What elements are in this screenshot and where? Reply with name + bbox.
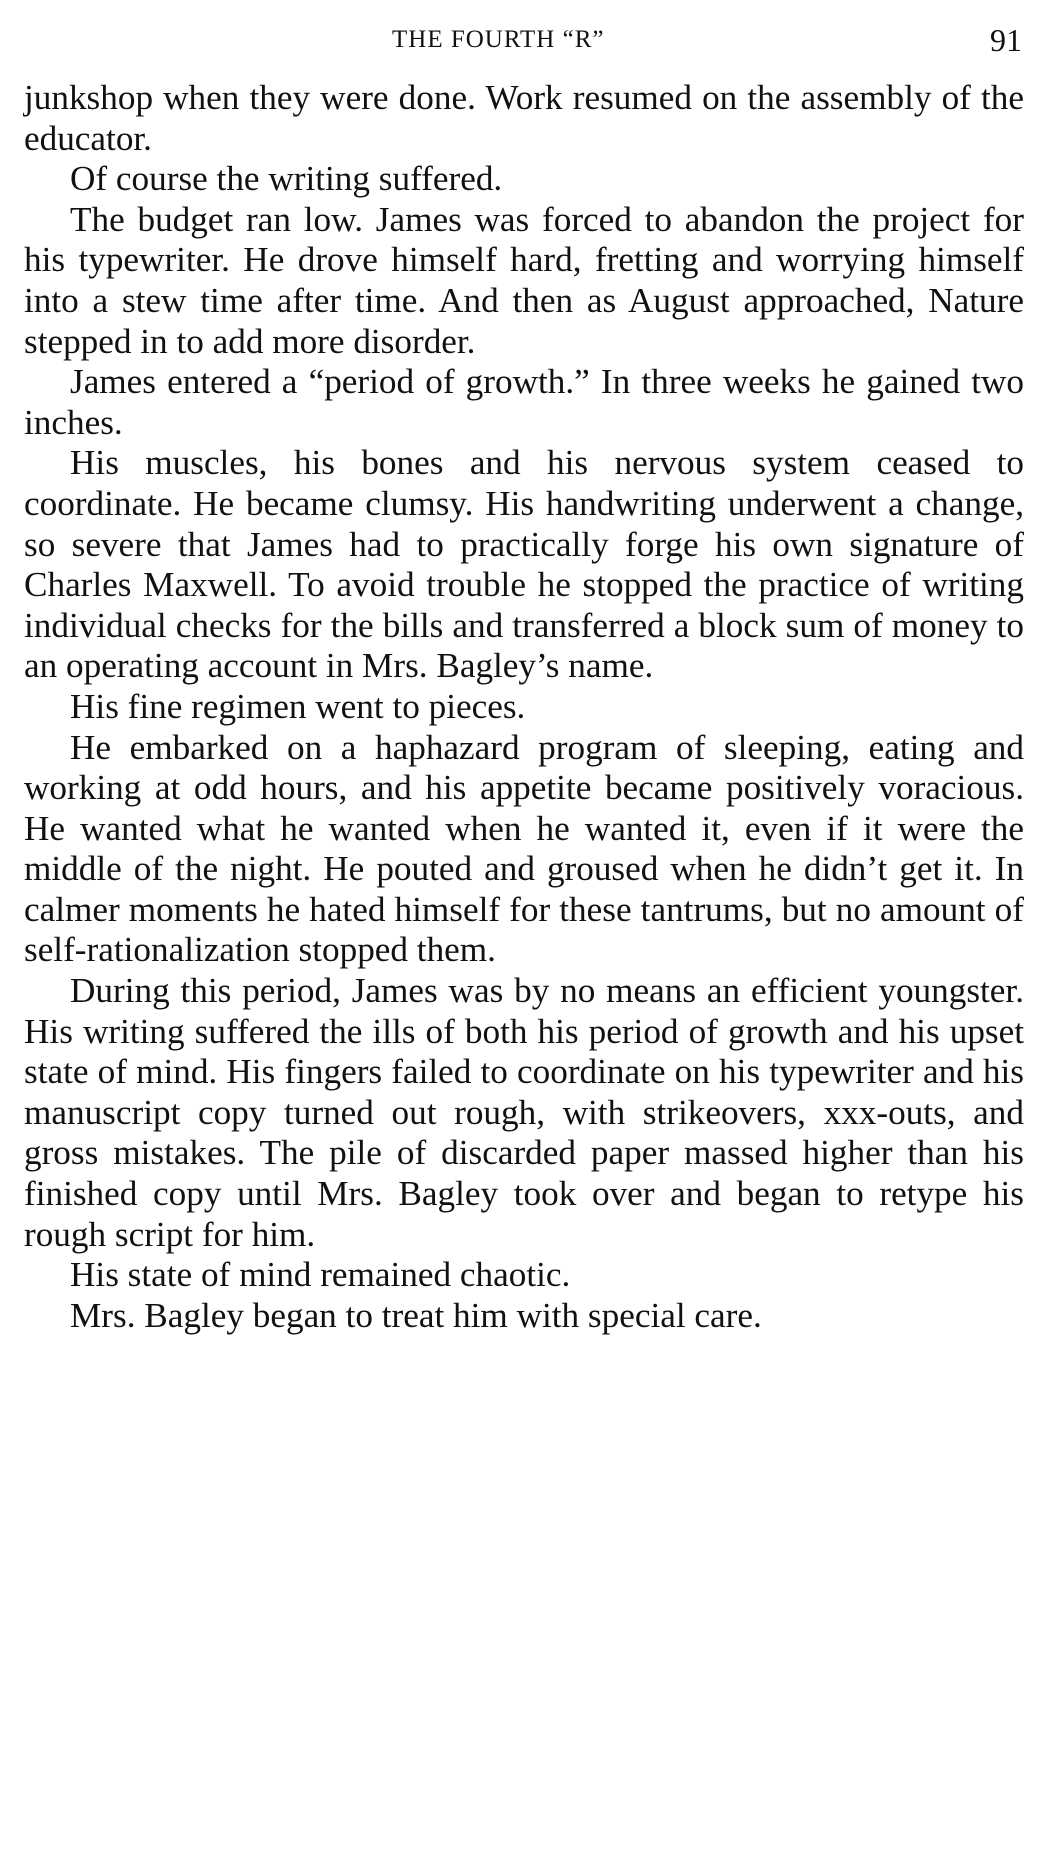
page-number: 91: [990, 22, 1022, 58]
body-text: [24, 78, 1024, 1336]
paragraph: During this period, James was by no means an efficient youngster. His writing suffered the ills of both his period of growth and his upset state of mind. His fingers failed to coordinate on his typewriter and his manuscript copy turned out rough, with strikeovers, xxx-outs, and gross mistakes. The pile of discarded paper massed higher than his finished copy until Mrs. Bagley took over and began to retype his rough script for him.: [24, 971, 1024, 1254]
paragraph: James entered a “period of growth.” In three weeks he gained two inches.: [24, 362, 1024, 442]
paragraph-continued: junkshop when they were done. Work resumed on the assembly of the educator.: [24, 78, 1024, 158]
paragraph: His state of mind remained chaotic.: [70, 1255, 571, 1295]
paragraph: His fine regimen went to pieces.: [70, 686, 526, 726]
paragraph: Of course the writing suffered.: [70, 159, 503, 199]
paragraph: The budget ran low. James was forced to abandon the project for his typewriter. He drove himself hard, fretting and worrying himself into a stew time after time. And then as August approached, Nature stepped in to add more disorder.: [24, 199, 1024, 361]
paragraph: He embarked on a haphazard program of sleeping, eating and working at odd hours, and his appetite became positively voracious. He wanted what he wanted when he wanted it, even if it were the middle of the night. He pouted and groused when he didn’t get it. In calmer moments he hated himself for these tantrums, but no amount of self-rationalization stopped them.: [24, 727, 1024, 970]
paragraph: His muscles, his bones and his nervous system ceased to coordinate. He became clumsy. His handwriting underwent a change, so severe that James had to practically forge his own signature of Charles Maxwell. To avoid trouble he stopped the practice of writing individual checks for the bills and transferred a block sum of money to an operating account in Mrs. Bagley’s name.: [24, 443, 1024, 686]
running-head: [0, 22, 1042, 62]
running-title: THE FOURTH “R”: [392, 26, 605, 53]
paragraph: Mrs. Bagley began to treat him with special care.: [70, 1295, 762, 1335]
